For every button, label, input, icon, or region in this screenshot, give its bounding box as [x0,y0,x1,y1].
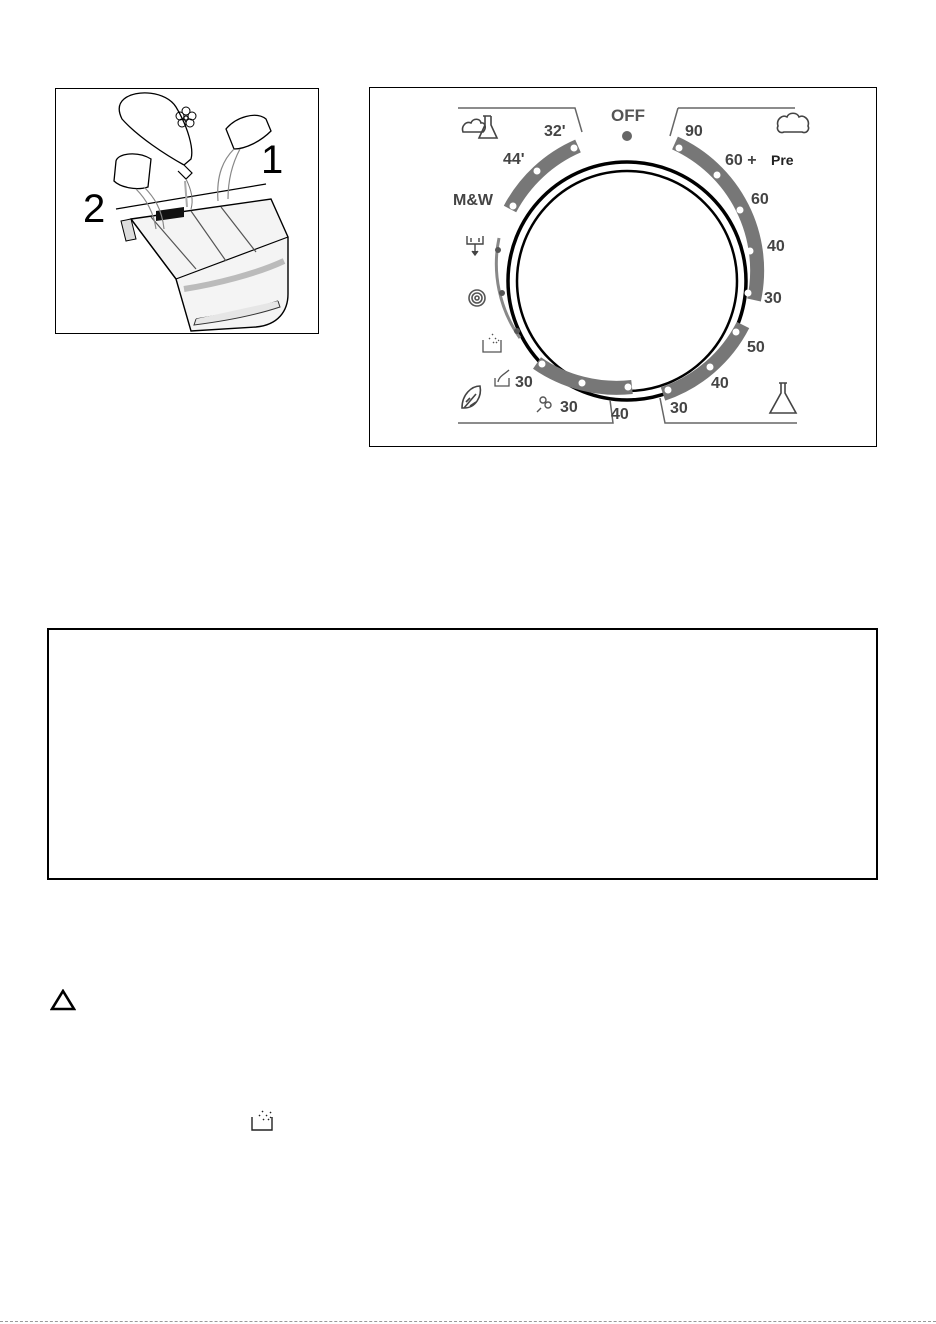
cotton-60-label: 60 [751,191,769,208]
detergent-bottle-icon [119,93,192,209]
warning-triangle-icon [50,989,76,1011]
synthetic-40-label: 40 [711,375,729,392]
position-dot [571,145,578,152]
rinse-icon [483,334,501,352]
off-dot [622,131,632,141]
cotton-tshirt-icon [777,113,808,132]
callout-2: 2 [83,187,106,231]
position-dot [676,145,683,152]
position-dot [539,361,546,368]
position-dot [534,168,541,175]
position-dot [707,364,714,371]
position-dot [579,380,586,387]
detergent-drawer-figure [55,88,319,334]
programme-dial-figure [369,87,877,447]
position-dot [665,387,672,394]
position-dot [737,207,744,214]
quick-mw-label: M&W [453,192,493,209]
position-dot [745,290,752,297]
spin-icon [469,290,485,306]
position-dot [625,384,632,391]
cotton-60pre-label: 60 + [725,152,757,169]
position-dot [733,329,740,336]
synthetic-flask-icon [770,383,796,413]
quick-wash-icon [463,116,497,138]
quick-44-label: 44' [503,151,525,168]
position-dot [714,172,721,179]
wool-leaf-icon [462,386,480,408]
rinse-inline-icon [250,1109,278,1133]
handwash-icon [495,370,509,386]
off-label: OFF [611,106,645,125]
position-dot [514,328,520,334]
position-dot [495,247,501,253]
note-box [47,628,878,880]
drain-icon [467,236,483,255]
delicate-40-label: 40 [611,406,629,423]
synthetic-30-label: 30 [670,400,688,417]
silk-icon [537,397,551,412]
cotton-pre-label: Pre [771,152,794,168]
position-dot [747,248,754,255]
silk-30-label: 30 [560,399,578,416]
quick-32-label: 32' [544,123,566,140]
callout-1: 1 [261,138,284,182]
position-dot [510,203,517,210]
programme-dial [370,88,875,445]
position-dot [499,290,505,296]
cotton-90-label: 90 [685,123,703,140]
cotton-40-label: 40 [767,238,785,255]
synthetic-50-label: 50 [747,339,765,356]
handwash-30-label: 30 [515,374,533,391]
cotton-30-label: 30 [764,290,782,307]
page-bottom-rule [0,1321,936,1322]
dial-inner-ring [517,171,737,391]
